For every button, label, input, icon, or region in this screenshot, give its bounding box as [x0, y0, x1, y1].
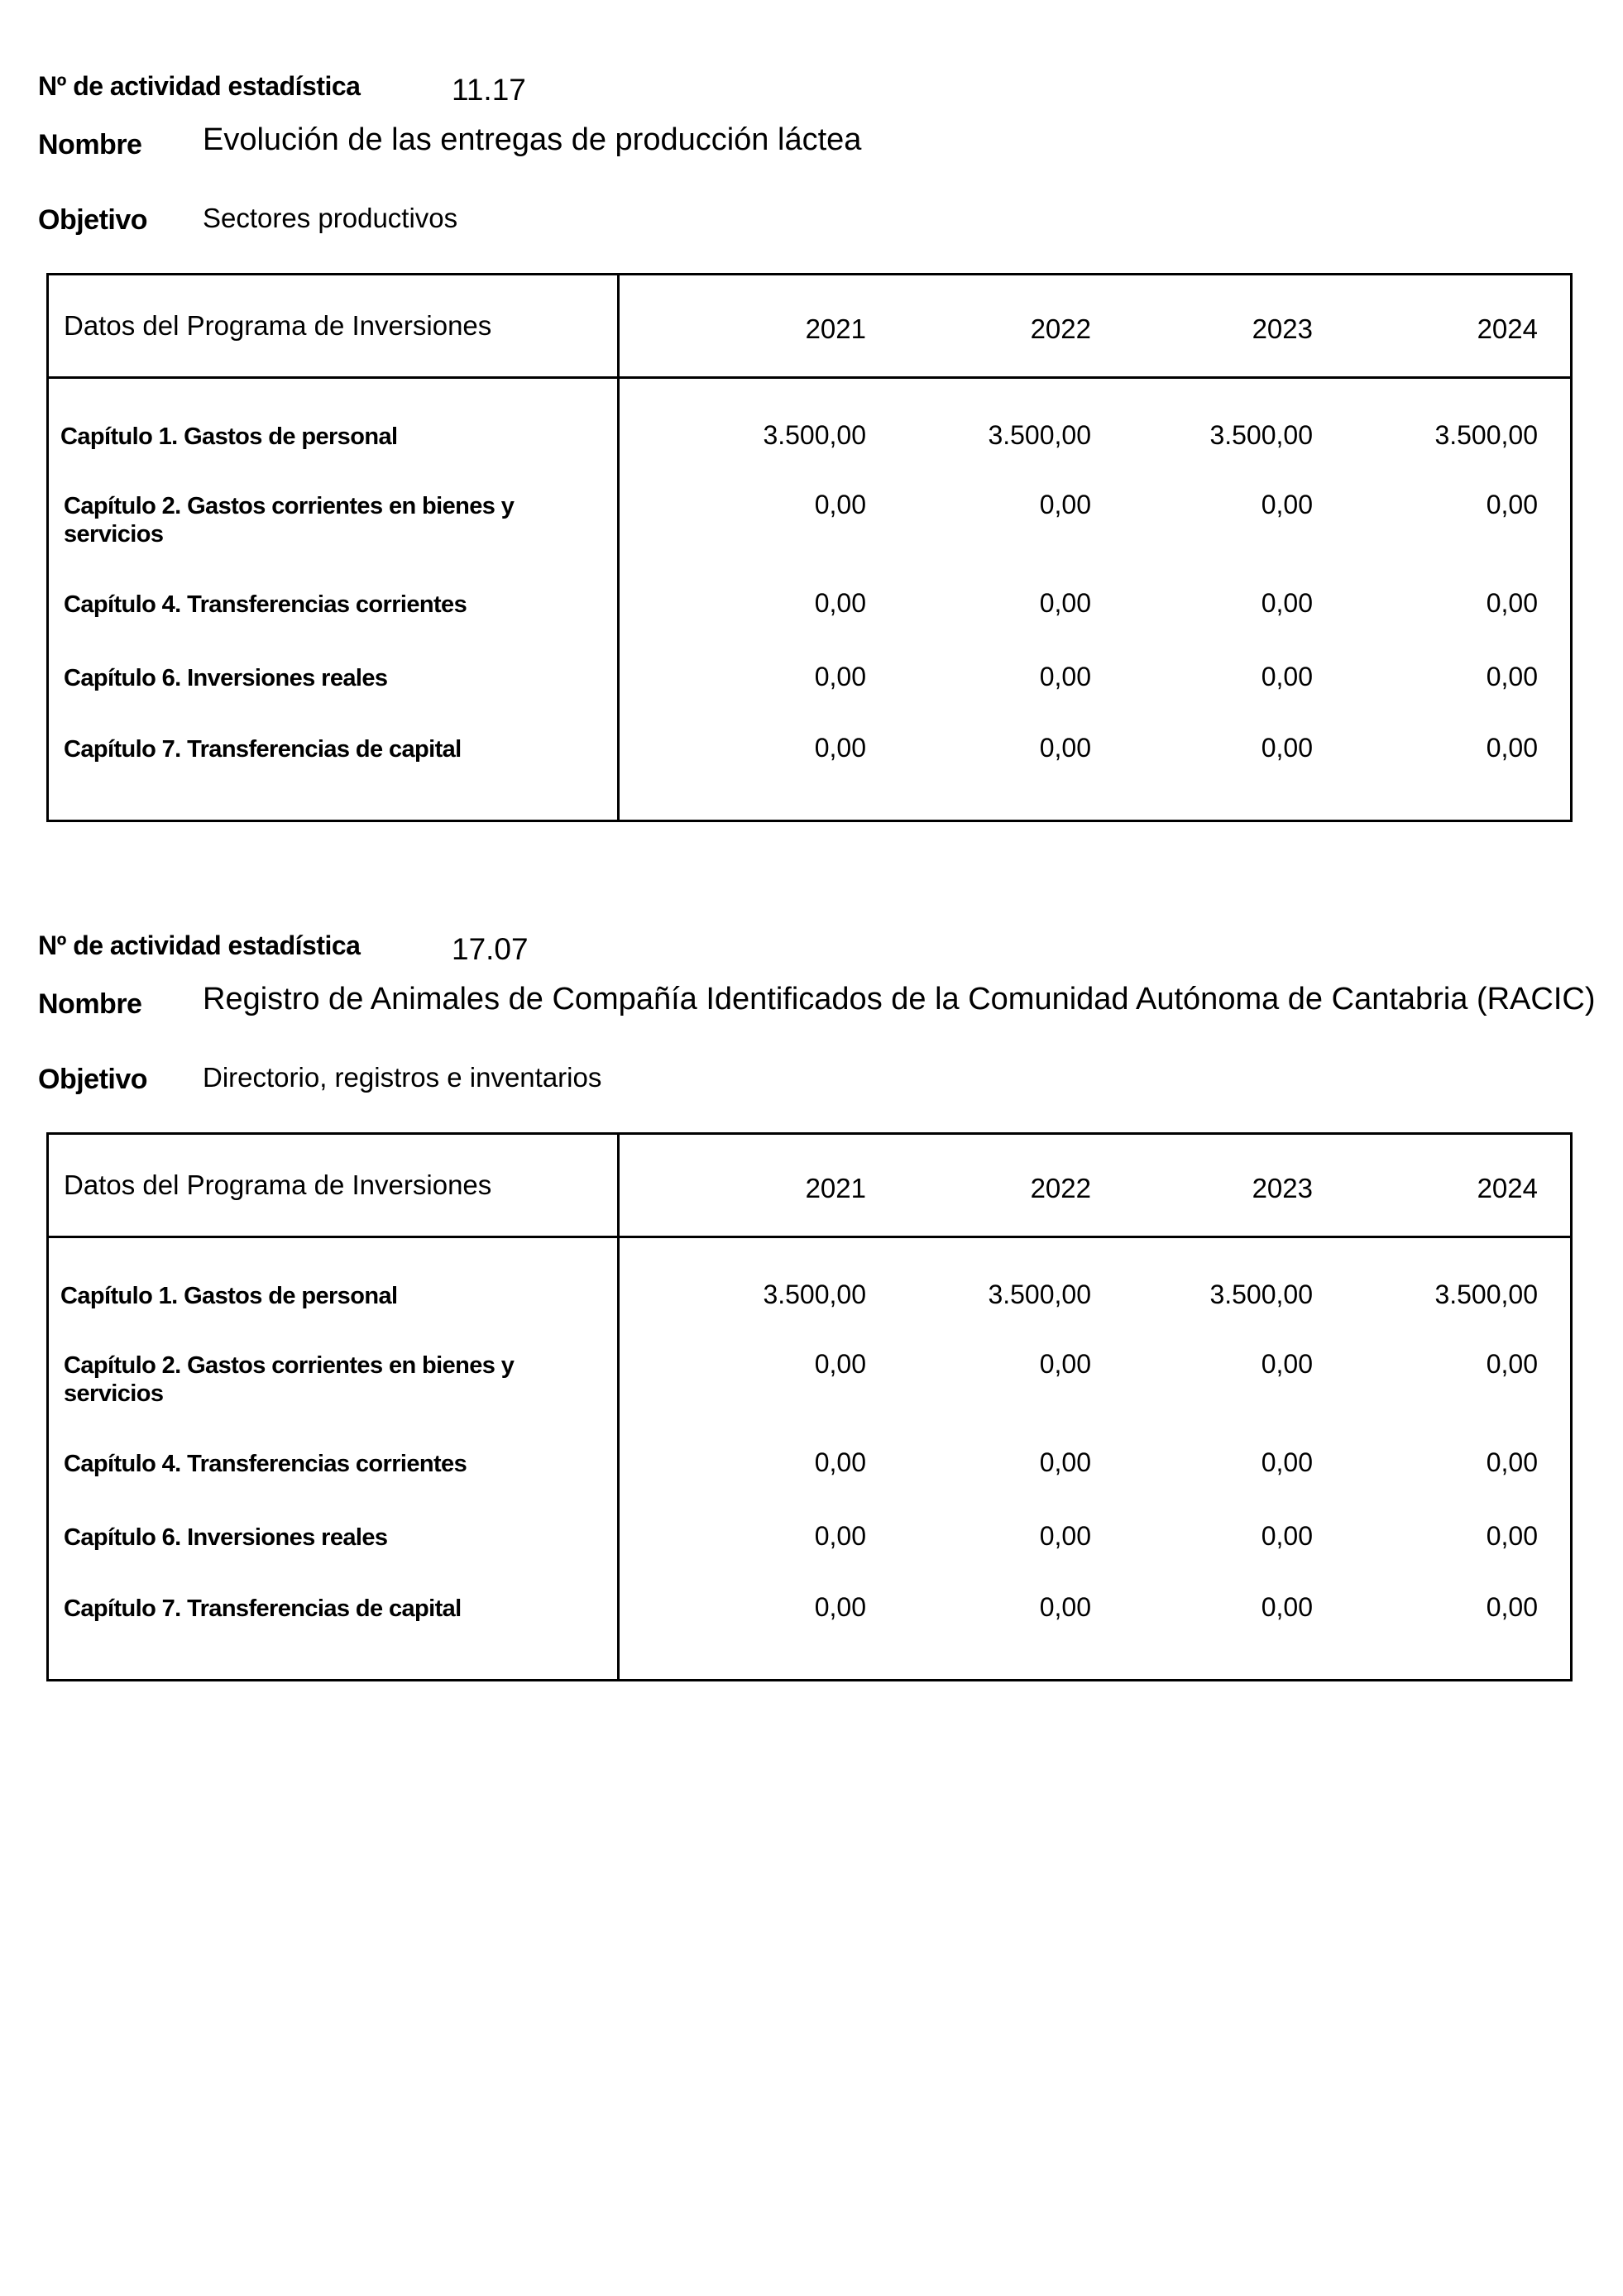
- table-cell: 0,00: [1486, 1349, 1538, 1379]
- header-divider: [49, 1236, 1570, 1238]
- table-cell: 3.500,00: [1434, 420, 1538, 450]
- objective-label: Objetivo: [38, 1064, 148, 1095]
- table-cell: 0,00: [814, 1592, 866, 1622]
- activity-number-label: Nº de actividad estadística: [38, 71, 361, 101]
- table-cell: 0,00: [814, 733, 866, 763]
- table-header-label: Datos del Programa de Inversiones: [64, 1170, 492, 1200]
- table-cell: 0,00: [814, 490, 866, 519]
- table-cell: 0,00: [814, 588, 866, 618]
- table-cell: 0,00: [1261, 588, 1313, 618]
- row-label: Capítulo 7. Transferencias de capital: [64, 736, 462, 763]
- objective-label: Objetivo: [38, 204, 148, 236]
- table-cell: 0,00: [814, 1521, 866, 1551]
- activity-block: [0, 859, 1623, 1686]
- column-divider: [617, 275, 620, 820]
- table-cell: 0,00: [1039, 662, 1091, 691]
- header-divider: [49, 376, 1570, 379]
- year-header: 2021: [805, 1173, 866, 1203]
- row-label: Capítulo 1. Gastos de personal: [60, 423, 398, 450]
- investment-table: [46, 273, 1573, 822]
- table-header-label: Datos del Programa de Inversiones: [64, 310, 492, 341]
- table-cell: 0,00: [814, 1447, 866, 1477]
- table-cell: 0,00: [1486, 1521, 1538, 1551]
- table-cell: 3.500,00: [1209, 1280, 1313, 1309]
- column-divider: [617, 1135, 620, 1679]
- table-cell: 3.500,00: [1209, 420, 1313, 450]
- table-cell: 0,00: [1486, 1592, 1538, 1622]
- year-header: 2023: [1252, 1173, 1313, 1203]
- row-label: Capítulo 4. Transferencias corrientes: [64, 591, 467, 618]
- activity-number-value: 11.17: [452, 73, 526, 107]
- row-label: Capítulo 6. Inversiones reales: [64, 665, 388, 691]
- activity-number-label: Nº de actividad estadística: [38, 930, 361, 960]
- table-cell: 0,00: [814, 662, 866, 691]
- table-cell: 0,00: [1039, 1521, 1091, 1551]
- row-label: Capítulo 7. Transferencias de capital: [64, 1595, 462, 1622]
- objective-value: Sectores productivos: [203, 203, 458, 233]
- table-cell: 0,00: [1039, 733, 1091, 763]
- table-cell: 3.500,00: [763, 420, 866, 450]
- table-cell: 0,00: [1261, 1521, 1313, 1551]
- name-value: Evolución de las entregas de producción láctea: [203, 122, 862, 157]
- table-cell: 0,00: [1486, 1447, 1538, 1477]
- name-value: Registro de Animales de Compañía Identificados de la Comunidad Autónoma de Cantabria (RACIC): [203, 982, 1596, 1016]
- table-cell: 0,00: [1486, 490, 1538, 519]
- row-label: Capítulo 4. Transferencias corrientes: [64, 1451, 467, 1477]
- year-header: 2022: [1030, 313, 1091, 344]
- table-cell: 3.500,00: [1434, 1280, 1538, 1309]
- table-cell: 0,00: [1039, 1447, 1091, 1477]
- year-header: 2021: [805, 313, 866, 344]
- table-cell: 0,00: [1261, 662, 1313, 691]
- table-cell: 0,00: [1261, 733, 1313, 763]
- table-cell: 0,00: [1039, 1592, 1091, 1622]
- activity-number-value: 17.07: [452, 932, 529, 966]
- table-cell: 0,00: [1039, 490, 1091, 519]
- table-cell: 0,00: [1486, 588, 1538, 618]
- table-cell: 3.500,00: [763, 1280, 866, 1309]
- table-cell: 0,00: [1486, 662, 1538, 691]
- year-header: 2024: [1477, 1173, 1538, 1203]
- table-cell: 0,00: [814, 1349, 866, 1379]
- year-header: 2022: [1030, 1173, 1091, 1203]
- table-cell: 0,00: [1261, 1592, 1313, 1622]
- table-cell: 0,00: [1261, 1447, 1313, 1477]
- row-label: Capítulo 6. Inversiones reales: [64, 1524, 388, 1551]
- table-cell: 0,00: [1261, 490, 1313, 519]
- row-label: Capítulo 2. Gastos corrientes en bienes y servicios: [64, 493, 515, 548]
- year-header: 2024: [1477, 313, 1538, 344]
- year-header: 2023: [1252, 313, 1313, 344]
- investment-table: [46, 1132, 1573, 1681]
- table-cell: 0,00: [1039, 588, 1091, 618]
- objective-value: Directorio, registros e inventarios: [203, 1062, 602, 1093]
- row-label: Capítulo 2. Gastos corrientes en bienes y servicios: [64, 1352, 515, 1407]
- name-label: Nombre: [38, 129, 142, 160]
- table-cell: 0,00: [1486, 733, 1538, 763]
- table-cell: 3.500,00: [988, 1280, 1091, 1309]
- activity-block: [0, 0, 1623, 827]
- row-label: Capítulo 1. Gastos de personal: [60, 1283, 398, 1309]
- table-cell: 3.500,00: [988, 420, 1091, 450]
- name-label: Nombre: [38, 988, 142, 1020]
- table-cell: 0,00: [1261, 1349, 1313, 1379]
- table-cell: 0,00: [1039, 1349, 1091, 1379]
